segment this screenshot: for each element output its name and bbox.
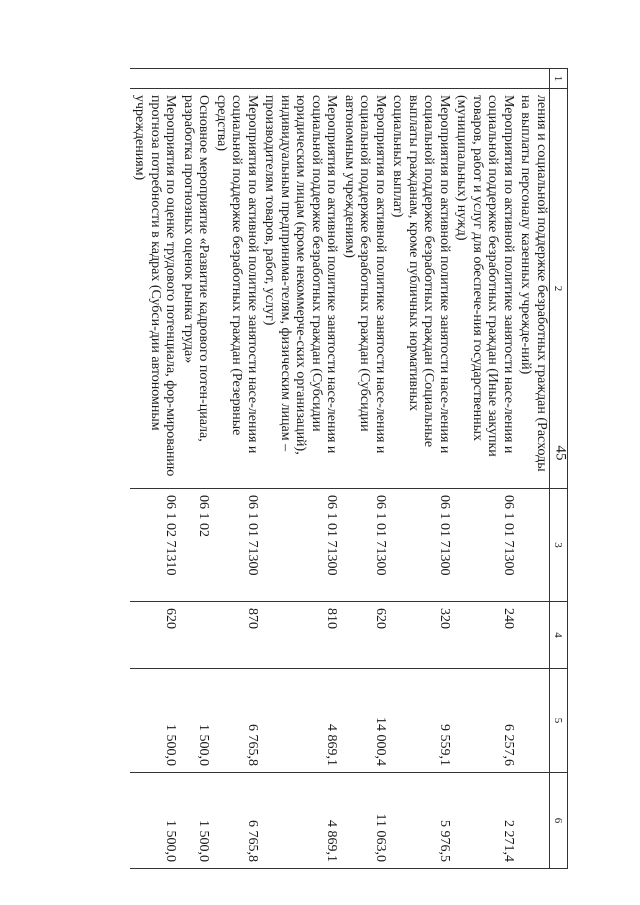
table-row xyxy=(340,69,389,869)
column-header-1: 1 xyxy=(550,69,568,89)
row-code-cell: 06 1 01 71300 xyxy=(212,489,261,602)
row-index-cell xyxy=(212,69,261,89)
row-name-cell: Мероприятия по активной политике занятости насе-ления и социальной поддержке безработных граждан (Социальные выплаты гражданам, кроме публичных нормативных социальных выплат) xyxy=(388,89,452,489)
row-index-cell xyxy=(340,69,389,89)
budget-table-sheet xyxy=(48,68,568,868)
row-value-1-cell: 14 000,4 xyxy=(340,669,389,773)
table-row xyxy=(260,69,340,869)
row-index-cell xyxy=(516,69,549,89)
row-value-2-cell: 1 500,0 xyxy=(130,773,179,869)
row-value-2-cell: 2 271,4 xyxy=(452,773,516,869)
row-code-cell: 06 1 02 71310 xyxy=(130,489,179,602)
table-row xyxy=(179,69,212,869)
row-name-cell: Мероприятия по активной политике занятости насе-ления и социальной поддержке безработных граждан (Субсидии юридическим лицам (кроме некоммерче-ских организаций), индивидуальным предпринима-телям, физическим лицам – производителям товаров, работ, услуг) xyxy=(260,89,340,489)
row-value-1-cell: 9 559,1 xyxy=(388,669,452,773)
row-value-1-cell: 1 500,0 xyxy=(130,669,179,773)
row-type-cell: 810 xyxy=(260,602,340,669)
row-name-cell: Мероприятия по активной политике занятости насе-ления и социальной поддержке безработных граждан (Субсидии автономным учреждениям) xyxy=(340,89,389,489)
row-code-cell: 06 1 01 71300 xyxy=(260,489,340,602)
budget-table-body xyxy=(130,68,549,869)
row-type-cell: 870 xyxy=(212,602,261,669)
row-type-cell: 620 xyxy=(340,602,389,669)
row-value-1-cell: 6 257,6 xyxy=(452,669,516,773)
row-code-cell: 06 1 02 xyxy=(179,489,212,602)
column-header-4: 4 xyxy=(550,602,568,669)
row-value-2-cell: 5 976,5 xyxy=(388,773,452,869)
row-code-cell: 06 1 01 71300 xyxy=(452,489,516,602)
row-value-2-cell: 1 500,0 xyxy=(179,773,212,869)
row-value-1-cell xyxy=(516,669,549,773)
row-index-cell xyxy=(388,69,452,89)
row-value-2-cell xyxy=(516,773,549,869)
row-value-2-cell: 4 869,1 xyxy=(260,773,340,869)
row-name-cell: Мероприятия по активной политике занятости насе-ления и социальной поддержке безработных граждан (Резервные средства) xyxy=(212,89,261,489)
row-value-2-cell: 11 063,0 xyxy=(340,773,389,869)
table-row xyxy=(130,69,179,869)
row-type-cell: 240 xyxy=(452,602,516,669)
column-header-2: 2 xyxy=(550,89,568,489)
table-row xyxy=(388,69,452,869)
row-name-cell: Мероприятия по активной политике занятости насе-ления и социальной поддержке безработных граждан (Иные закупки товаров, работ и услуг для обеспече-ния государственных (муниципальных) нужд) xyxy=(452,89,516,489)
table-row xyxy=(516,69,549,869)
row-name-cell: Основное мероприятие «Развитие кадрового потен-циала, разработка прогнозных оценок рынка труда» xyxy=(179,89,212,489)
row-value-1-cell: 4 869,1 xyxy=(260,669,340,773)
row-name-cell: Мероприятия по оценке трудового потенциала, фор-мированию прогноза потребности в кадрах (Субси-дии автономным учреждениям) xyxy=(130,89,179,489)
row-index-cell xyxy=(130,69,179,89)
row-code-cell: 06 1 01 71300 xyxy=(340,489,389,602)
row-index-cell xyxy=(452,69,516,89)
table-row xyxy=(212,69,261,869)
column-header-3: 3 xyxy=(550,489,568,602)
column-header-5: 5 xyxy=(550,669,568,773)
budget-table xyxy=(549,68,568,869)
row-code-cell: 06 1 01 71300 xyxy=(388,489,452,602)
row-index-cell xyxy=(179,69,212,89)
row-name-cell: ления и социальной поддержке безработных граждан (Расходы на выплаты персоналу казенных учрежде-ний) xyxy=(516,89,549,489)
column-header-6: 6 xyxy=(550,773,568,869)
table-row xyxy=(452,69,516,869)
row-value-2-cell: 6 765,8 xyxy=(212,773,261,869)
row-index-cell xyxy=(260,69,340,89)
row-type-cell: 620 xyxy=(130,602,179,669)
page-number: 45 xyxy=(552,445,569,461)
row-type-cell xyxy=(516,602,549,669)
row-value-1-cell: 6 765,8 xyxy=(212,669,261,773)
table-header-row xyxy=(550,69,568,869)
row-code-cell xyxy=(516,489,549,602)
row-type-cell: 320 xyxy=(388,602,452,669)
row-type-cell xyxy=(179,602,212,669)
row-value-1-cell: 1 500,0 xyxy=(179,669,212,773)
